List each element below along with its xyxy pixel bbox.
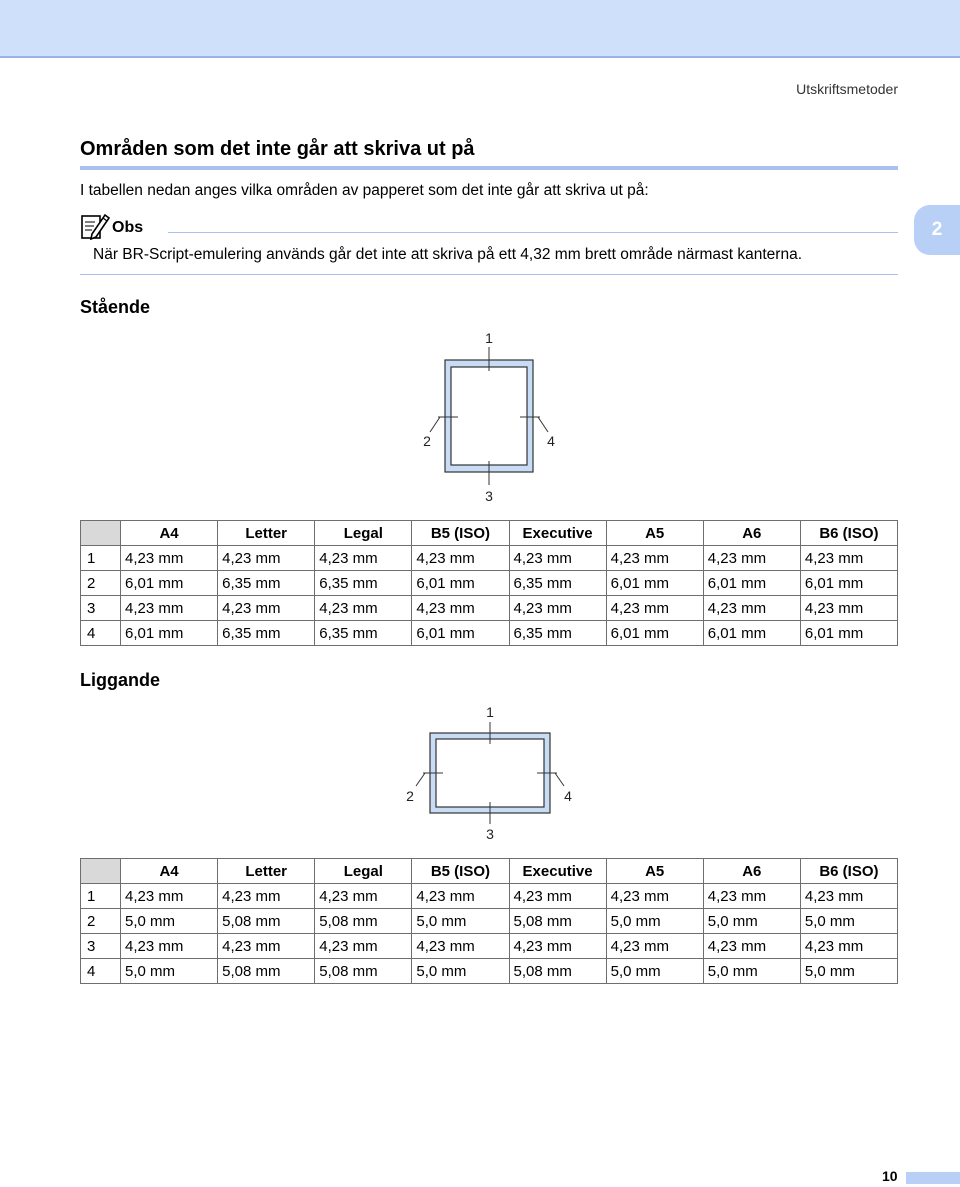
table-cell: 4,23 mm — [703, 934, 800, 959]
table-cell: 4,23 mm — [606, 596, 703, 621]
table-cell: 6,01 mm — [800, 571, 897, 596]
table-cell: 4,23 mm — [218, 596, 315, 621]
table-cell: 5,0 mm — [606, 959, 703, 984]
column-header: B5 (ISO) — [412, 859, 509, 884]
table-cell: 4,23 mm — [121, 546, 218, 571]
table-cell: 4,23 mm — [703, 546, 800, 571]
table-cell: 5,0 mm — [703, 909, 800, 934]
column-header: Executive — [509, 521, 606, 546]
table-cell: 4,23 mm — [315, 884, 412, 909]
table-cell: 6,35 mm — [509, 621, 606, 646]
table-cell: 5,08 mm — [315, 959, 412, 984]
table-cell: 4,23 mm — [412, 934, 509, 959]
portrait-label-top: 1 — [485, 330, 493, 346]
row-id: 3 — [81, 934, 121, 959]
table-header-row — [81, 859, 898, 884]
title-underline — [80, 166, 898, 170]
table-cell: 6,35 mm — [315, 571, 412, 596]
table-cell: 6,01 mm — [800, 621, 897, 646]
landscape-label-bottom: 3 — [486, 826, 494, 842]
table-cell: 4,23 mm — [606, 934, 703, 959]
table-row — [81, 621, 898, 646]
column-header: A5 — [606, 859, 703, 884]
row-id: 1 — [81, 546, 121, 571]
note-bottom-rule — [80, 274, 898, 275]
landscape-label-right: 4 — [564, 788, 572, 804]
column-header: A5 — [606, 521, 703, 546]
table-row — [81, 546, 898, 571]
row-id: 1 — [81, 884, 121, 909]
row-id: 2 — [81, 909, 121, 934]
table-corner-cell — [81, 859, 121, 884]
page-number-bar — [906, 1172, 960, 1184]
table-cell: 5,0 mm — [412, 959, 509, 984]
table-cell: 6,35 mm — [218, 621, 315, 646]
table-cell: 6,01 mm — [703, 571, 800, 596]
column-header: Letter — [218, 859, 315, 884]
page-title: Områden som det inte går att skriva ut på — [80, 138, 475, 160]
table-cell: 5,0 mm — [121, 909, 218, 934]
column-header: A4 — [121, 859, 218, 884]
table-cell: 4,23 mm — [703, 884, 800, 909]
table-cell: 5,08 mm — [218, 909, 315, 934]
table-cell: 4,23 mm — [509, 934, 606, 959]
table-cell: 5,0 mm — [412, 909, 509, 934]
chapter-tab: 2 — [914, 205, 960, 255]
table-cell: 6,01 mm — [412, 571, 509, 596]
table-cell: 6,01 mm — [121, 621, 218, 646]
table-cell: 6,01 mm — [412, 621, 509, 646]
page-number: 10 — [882, 1168, 898, 1184]
portrait-label-right: 4 — [547, 433, 555, 449]
landscape-margins-table — [80, 858, 898, 984]
table-cell: 4,23 mm — [315, 596, 412, 621]
table-cell: 5,08 mm — [218, 959, 315, 984]
table-cell: 5,08 mm — [315, 909, 412, 934]
column-header: B6 (ISO) — [800, 521, 897, 546]
table-cell: 6,35 mm — [509, 571, 606, 596]
table-cell: 6,35 mm — [315, 621, 412, 646]
table-cell: 4,23 mm — [121, 884, 218, 909]
table-cell: 4,23 mm — [315, 546, 412, 571]
table-cell: 6,01 mm — [703, 621, 800, 646]
table-cell: 4,23 mm — [509, 546, 606, 571]
table-cell: 4,23 mm — [800, 884, 897, 909]
table-row — [81, 596, 898, 621]
table-cell: 4,23 mm — [412, 546, 509, 571]
table-cell: 4,23 mm — [315, 934, 412, 959]
table-cell: 6,01 mm — [606, 571, 703, 596]
table-row — [81, 571, 898, 596]
table-cell: 5,08 mm — [509, 959, 606, 984]
table-cell: 4,23 mm — [800, 934, 897, 959]
table-cell: 4,23 mm — [509, 596, 606, 621]
landscape-label-left: 2 — [406, 788, 414, 804]
column-header: A6 — [703, 859, 800, 884]
note-pencil-icon — [80, 212, 110, 240]
table-cell: 5,0 mm — [606, 909, 703, 934]
column-header: A4 — [121, 521, 218, 546]
table-corner-cell — [81, 521, 121, 546]
table-cell: 4,23 mm — [121, 596, 218, 621]
column-header: Legal — [315, 521, 412, 546]
table-row — [81, 959, 898, 984]
portrait-heading: Stående — [80, 297, 151, 317]
landscape-heading: Liggande — [80, 670, 160, 690]
row-id: 4 — [81, 621, 121, 646]
column-header: Executive — [509, 859, 606, 884]
table-cell: 4,23 mm — [606, 884, 703, 909]
row-id: 4 — [81, 959, 121, 984]
portrait-margins-table — [80, 520, 898, 646]
table-cell: 6,01 mm — [606, 621, 703, 646]
table-cell: 4,23 mm — [800, 596, 897, 621]
table-cell: 6,01 mm — [121, 571, 218, 596]
table-cell: 4,23 mm — [218, 546, 315, 571]
intro-text: I tabellen nedan anges vilka områden av papperet som det inte går att skriva ut på: — [80, 182, 649, 199]
landscape-label-top: 1 — [486, 704, 494, 720]
portrait-diagram — [380, 325, 600, 510]
column-header: B5 (ISO) — [412, 521, 509, 546]
table-cell: 4,23 mm — [703, 596, 800, 621]
portrait-label-bottom: 3 — [485, 488, 493, 504]
portrait-label-left: 2 — [423, 433, 431, 449]
table-cell: 4,23 mm — [218, 934, 315, 959]
column-header: Legal — [315, 859, 412, 884]
row-id: 3 — [81, 596, 121, 621]
table-row — [81, 884, 898, 909]
table-row — [81, 934, 898, 959]
table-row — [81, 909, 898, 934]
table-cell: 5,0 mm — [121, 959, 218, 984]
note-text: När BR-Script-emulering används går det inte att skriva på ett 4,32 mm brett område närmast kanterna. — [93, 246, 803, 263]
table-cell: 4,23 mm — [121, 934, 218, 959]
table-cell: 4,23 mm — [412, 884, 509, 909]
table-cell: 4,23 mm — [218, 884, 315, 909]
top-header-band — [0, 0, 960, 58]
column-header: Letter — [218, 521, 315, 546]
table-cell: 4,23 mm — [412, 596, 509, 621]
table-cell: 4,23 mm — [606, 546, 703, 571]
note-top-rule — [168, 232, 898, 233]
running-header: Utskriftsmetoder — [796, 81, 898, 97]
table-cell: 4,23 mm — [509, 884, 606, 909]
table-cell: 5,0 mm — [800, 959, 897, 984]
note-heading: Obs — [112, 219, 144, 236]
table-header-row — [81, 521, 898, 546]
table-cell: 5,0 mm — [800, 909, 897, 934]
row-id: 2 — [81, 571, 121, 596]
column-header: B6 (ISO) — [800, 859, 897, 884]
landscape-diagram — [380, 700, 600, 848]
column-header: A6 — [703, 521, 800, 546]
table-cell: 4,23 mm — [800, 546, 897, 571]
table-cell: 5,0 mm — [703, 959, 800, 984]
table-cell: 6,35 mm — [218, 571, 315, 596]
table-cell: 5,08 mm — [509, 909, 606, 934]
